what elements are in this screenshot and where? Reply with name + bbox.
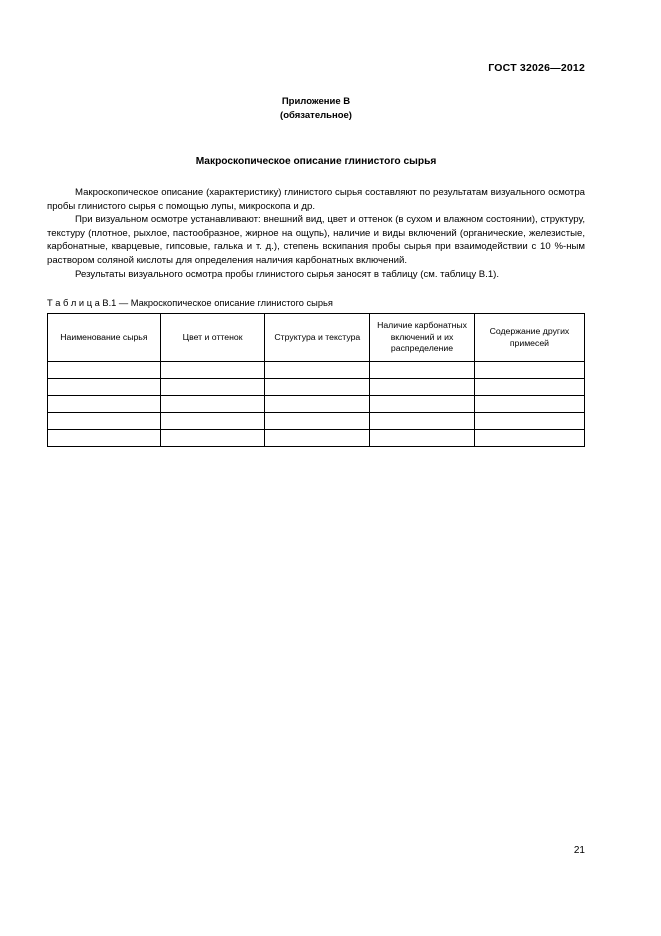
page-content: [47, 0, 585, 447]
table-cell-empty: [370, 430, 475, 447]
table-cell-empty: [370, 362, 475, 379]
paragraph: Макроскопическое описание (характеристику) глинистого сырья составляют по результатам визуального осмотра пробы глинистого сырья с помощью лупы, микроскопа и др.: [47, 187, 585, 212]
table-header-cell: Содержание других примесей: [474, 314, 584, 362]
table-cell-empty: [265, 362, 370, 379]
table-cell-empty: [265, 396, 370, 413]
table-cell-empty: [370, 413, 475, 430]
table-row: [48, 396, 585, 413]
table-header-cell: Структура и текстура: [265, 314, 370, 362]
table-cell-empty: [474, 379, 584, 396]
table-row: [48, 430, 585, 447]
table-header-row: [48, 314, 585, 362]
appendix-label: Приложение В: [281, 96, 351, 107]
table-row: [48, 413, 585, 430]
table-row: [48, 362, 585, 379]
table-cell-empty: [160, 396, 265, 413]
table-cell-empty: [160, 413, 265, 430]
table-cell-empty: [474, 362, 584, 379]
table-cell-empty: [48, 362, 161, 379]
appendix-qualifier: (обязательное): [280, 110, 352, 121]
page-number: 21: [573, 845, 585, 856]
table-cell-empty: [370, 379, 475, 396]
table-cell-empty: [160, 379, 265, 396]
document-number: ГОСТ 32026—2012: [488, 62, 585, 74]
table-cell-empty: [160, 362, 265, 379]
table-cell-empty: [160, 430, 265, 447]
table-cell-empty: [48, 413, 161, 430]
table-cell-empty: [265, 413, 370, 430]
table-cell-empty: [474, 430, 584, 447]
table-cell-empty: [48, 379, 161, 396]
table-cell-empty: [48, 430, 161, 447]
paragraph: При визуальном осмотре устанавливают: внешний вид, цвет и оттенок (в сухом и влажном состоянии), структуру, текстуру (плотное, рыхлое, пастообразное, жирное на ощупь), наличие и виды включений (органические, железистые, карбонатные, кварцевые, гипсовые, галька и т. д.), степень вскипания пробы сырья при взаимодействии с 10 %-ным раствором соляной кислоты для определения наличия карбонатных включений.: [47, 214, 585, 266]
table-cell-empty: [370, 396, 475, 413]
table-body: [48, 362, 585, 447]
section-title: Макроскопическое описание глинистого сырья: [195, 156, 437, 167]
table-header-cell: Цвет и оттенок: [160, 314, 265, 362]
paragraph: Результаты визуального осмотра пробы глинистого сырья заносят в таблицу (см. таблицу В.1).: [75, 268, 500, 280]
table-cell-empty: [265, 379, 370, 396]
table-row: [48, 379, 585, 396]
table-cell-empty: [474, 396, 584, 413]
table-caption: Т а б л и ц а В.1 — Макроскопическое описание глинистого сырья: [47, 298, 333, 309]
table-cell-empty: [48, 396, 161, 413]
table-cell-empty: [265, 430, 370, 447]
appendix-heading: [47, 95, 585, 123]
table-header: [48, 314, 585, 362]
table-cell-empty: [474, 413, 584, 430]
description-table: [47, 313, 585, 447]
table-header-cell: Наименование сырья: [48, 314, 161, 362]
table-header-cell: Наличие карбонатных включений и их распределение: [370, 314, 475, 362]
